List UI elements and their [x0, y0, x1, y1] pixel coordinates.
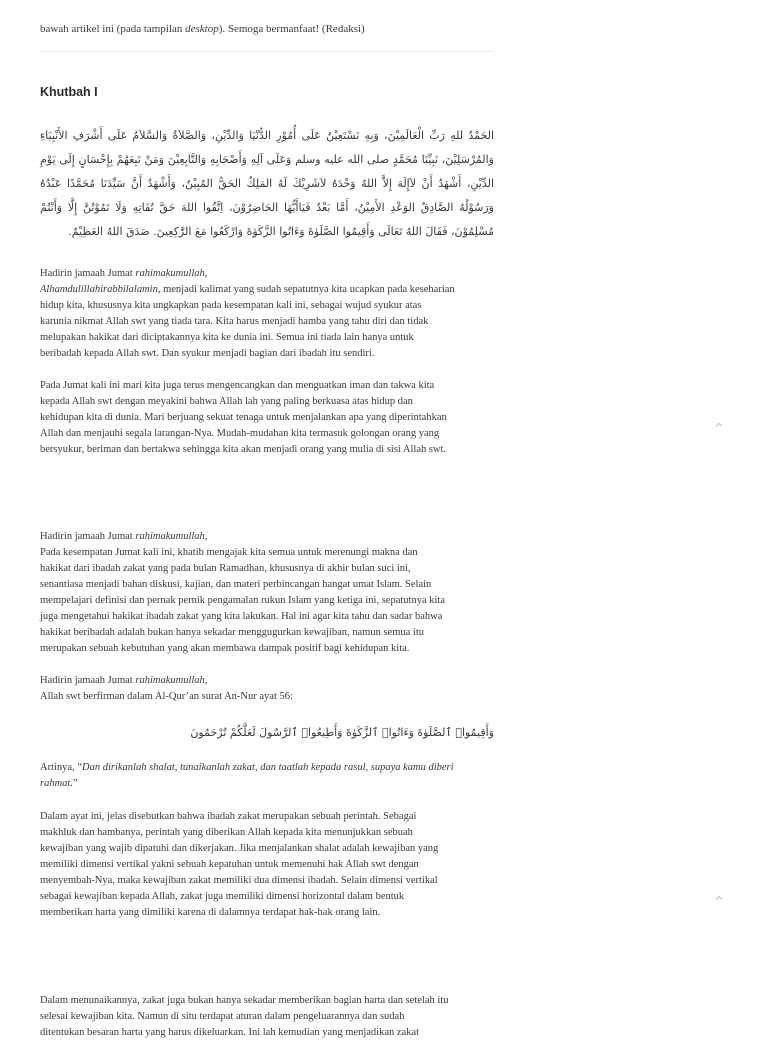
- paragraph-line: Pada Jumat kali ini mari kita juga terus mengencangkan dan menguatkan iman dan takwa kita: [40, 380, 435, 391]
- paragraph-line: makhluk dan hambanya, perintah yang diberikan Allah kepada kita menunjukkan sebuah: [40, 827, 413, 838]
- divider: [40, 51, 494, 52]
- paragraph-line: beribadah kepada Allah swt. Dan syukur menjadi bagian dari ibadah itu sendiri.: [40, 348, 375, 359]
- paragraph-line: ditentukan besaran harta yang harus dikeluarkan. Ini lah kemudian yang menjadikan zakat: [40, 1027, 420, 1038]
- paragraph-line: sebagai kewajiban kepada Allah, zakat juga memiliki dimensi horizontal dalam bentuk: [40, 891, 405, 902]
- paragraph-line: senantiasa menjadi bahan diskusi, kajian, dan materi perbincangan hangat umat Islam. Selain: [40, 579, 432, 590]
- address-line: Hadirin jamaah Jumat rahimakumullah,: [40, 675, 208, 686]
- address-line: Hadirin jamaah Jumat rahimakumullah,: [40, 268, 208, 279]
- address-line: Hadirin jamaah Jumat rahimakumullah,: [40, 531, 208, 542]
- paragraph-line: hakikat beribadah adalah bukan hanya sekadar menggugurkan kewajiban, namun semua itu: [40, 627, 424, 638]
- paragraph-line: Allah swt berfirman dalam Al-Qur’an surat An-Nur ayat 56:: [40, 691, 293, 702]
- paragraph-line: karunia nikmat Allah swt yang tiada tara. Kita harus menjadi hamba yang tahu diri dan tidak: [40, 316, 429, 327]
- paragraph-line: selesai kewajiban kita. Namun di situ terdapat aturan dalam pengeluarannya dan sudah: [40, 1011, 405, 1022]
- paragraph-line: kewajiban yang wajib dipatuhi dan dikerjakan. Jika menjalankan shalat adalah kewajiban yang: [40, 843, 439, 854]
- paragraph-line: Alhamdulillahirabbilalamin, menjadi kalimat yang sudah sepatutnya kita ucapkan pada keseharian: [40, 284, 455, 295]
- intro-text-end: ). Semoga bermanfaat! (Redaksi): [218, 23, 365, 35]
- verse-translation: Artinya, “Dan dirikanlah shalat, tunaikanlah zakat, dan taatlah kepada rasul, supaya kamu diberi rahmat.”: [40, 762, 454, 789]
- paragraph-line: bersyukur, beriman dan bertakwa sehingga kita akan menjadi orang yang mulia di sisi Allah swt.: [40, 444, 447, 455]
- paragraph-line: memberikan harta yang dimiliki karena di dalamnya terdapat hak-hak orang lain.: [40, 907, 381, 918]
- paragraph-line: menyembah-Nya, maka kewajiban zakat memiliki dua dimensi ibadah. Selain dimensi vertikal: [40, 875, 438, 886]
- paragraph-line: memiliki dimensi vertikal yakni sebuah kepatuhan untuk memenuhi hak Allah swt dengan: [40, 859, 419, 870]
- paragraph-1: [40, 266, 494, 362]
- intro-italic: desktop: [185, 23, 219, 35]
- paragraph-line: hakikat dari ibadah zakat yang pada bulan Ramadhan, khususnya di akhir bulan suci ini,: [40, 563, 411, 574]
- chevron-up-icon[interactable]: [714, 420, 724, 430]
- paragraph-5: [40, 809, 494, 921]
- paragraph-line: Pada kesempatan Jumat kali ini, khatib mengajak kita semua untuk merenungi makna dan: [40, 547, 418, 558]
- arabic-verse: وَأَقِيمُوا۟ ٱلصَّلَوٰةَ وَءَاتُوا۟ ٱلزَّكَوٰةَ وَأَطِيعُوا۟ ٱلرَّسُولَ لَعَلَّكُمْ تُرْحَمُونَ: [190, 726, 494, 739]
- paragraph-line: Allah dan menjauhi segala larangan-Nya. Mudah-mudahan kita termasuk golongan orang yang: [40, 428, 440, 439]
- paragraph-line: kehidupan kita di dunia. Mari berjuang sekuat tenaga untuk menjalankan apa yang diperintahkan: [40, 412, 447, 423]
- paragraph-4: [40, 673, 494, 705]
- paragraph-line: juga mengetahui hakikat ibadah zakat yang kita lakukan. Hal ini agar kita tahu dan sadar bahwa: [40, 611, 443, 622]
- paragraph-line: Dalam menunaikannya, zakat juga bukan hanya sekadar memberikan bagian harta dan setelah itu: [40, 995, 449, 1006]
- article-body: [40, 0, 494, 1041]
- intro-text: bawah artikel ini (pada tampilan: [40, 23, 186, 35]
- paragraph-6: [40, 993, 494, 1041]
- paragraph-3: [40, 529, 494, 657]
- intro-line: [40, 20, 494, 38]
- paragraph-line: kepada Allah swt dengan meyakini bahwa Allah lah yang paling berkuasa atas hidup dan: [40, 396, 413, 407]
- section-heading: Khutbah I: [40, 85, 98, 99]
- paragraph-line: Dalam ayat ini, jelas disebutkan bahwa ibadah zakat merupakan sebuah perintah. Sebagai: [40, 811, 417, 822]
- paragraph-2: [40, 378, 494, 458]
- paragraph-line: merupakan sebuah kebutuhan yang akan membawa dampak positif bagi kehidupan kita.: [40, 643, 410, 654]
- paragraph-line: melupakan hakikat dari diciptakannya kita ke dunia ini. Semua ini tiada lain hanya untuk: [40, 332, 414, 343]
- paragraph-line: hidup kita, khususnya kita ungkapkan pada kesempatan kali ini, sebagai wujud syukur atas: [40, 300, 422, 311]
- arabic-opening: الحَمْدُ للهِ رَبِّ الْعَالَمِيْنَ، وَبِهِ نَسْتَعِيْنُ عَلَى أُمُوْرِ الدُّنْيَا وَالدِّيْنِ، وَالصَّلاَةُ وَالسَّلاَمُ عَلَى أَشْرَفِ الأَنْبِيَاءِ وَالمُرْسَلِيْنَ، نَبِيِّنَا مُحَمَّدٍ صلى الله عليه وسلم وَعَلَى آلِهِ وَأَصْحَابِهِ وَالتَّابِعِيْنَ وَمَنْ تَبِعَهُمْ بِإِحْسَانٍ إِلَى يَوْمِ الدِّيْنِ، أَشْهَدُ أَنْ لاَإِلَهَ إِلاَّ اللهُ وَحْدَهُ لاَشَرِيْكَ لَهُ المَلِكُ الحَقُّ المُبِيْنُ، وَأَشْهَدُ أَنَّ سَيِّدَنَا مُحَمَّدًا عَبْدُهُ وَرَسُوْلُهُ الصَّادِقُ الوَعْدِ الأَمِيْنُ، أَمَّا بَعْدُ فَيَاأَيُّهَا الحَاضِرُوْنَ، اِتَّقُوا اللهَ حَقَّ تُقَاتِهِ وَلَا تَمُوْتُنَّ إِلَّا وَأَنْتُمْ مُسْلِمُوْنَ، فَقَالَ اللهُ تَعَالَى وَأَقِيمُوا الصَّلَوٰةَ وَءَاتُوا الزَّكَوٰةَ وَارْكَعُوا مَعَ الرَّٰكِعِينَ. صَدَقَ اللهُ العَظِيْمُ.: [40, 129, 494, 238]
- chevron-up-icon[interactable]: [714, 893, 724, 903]
- paragraph-line: mempelajari definisi dan pernak pernik pengamalan rukun Islam yang ketiga ini, sepatutnya kita: [40, 595, 445, 606]
